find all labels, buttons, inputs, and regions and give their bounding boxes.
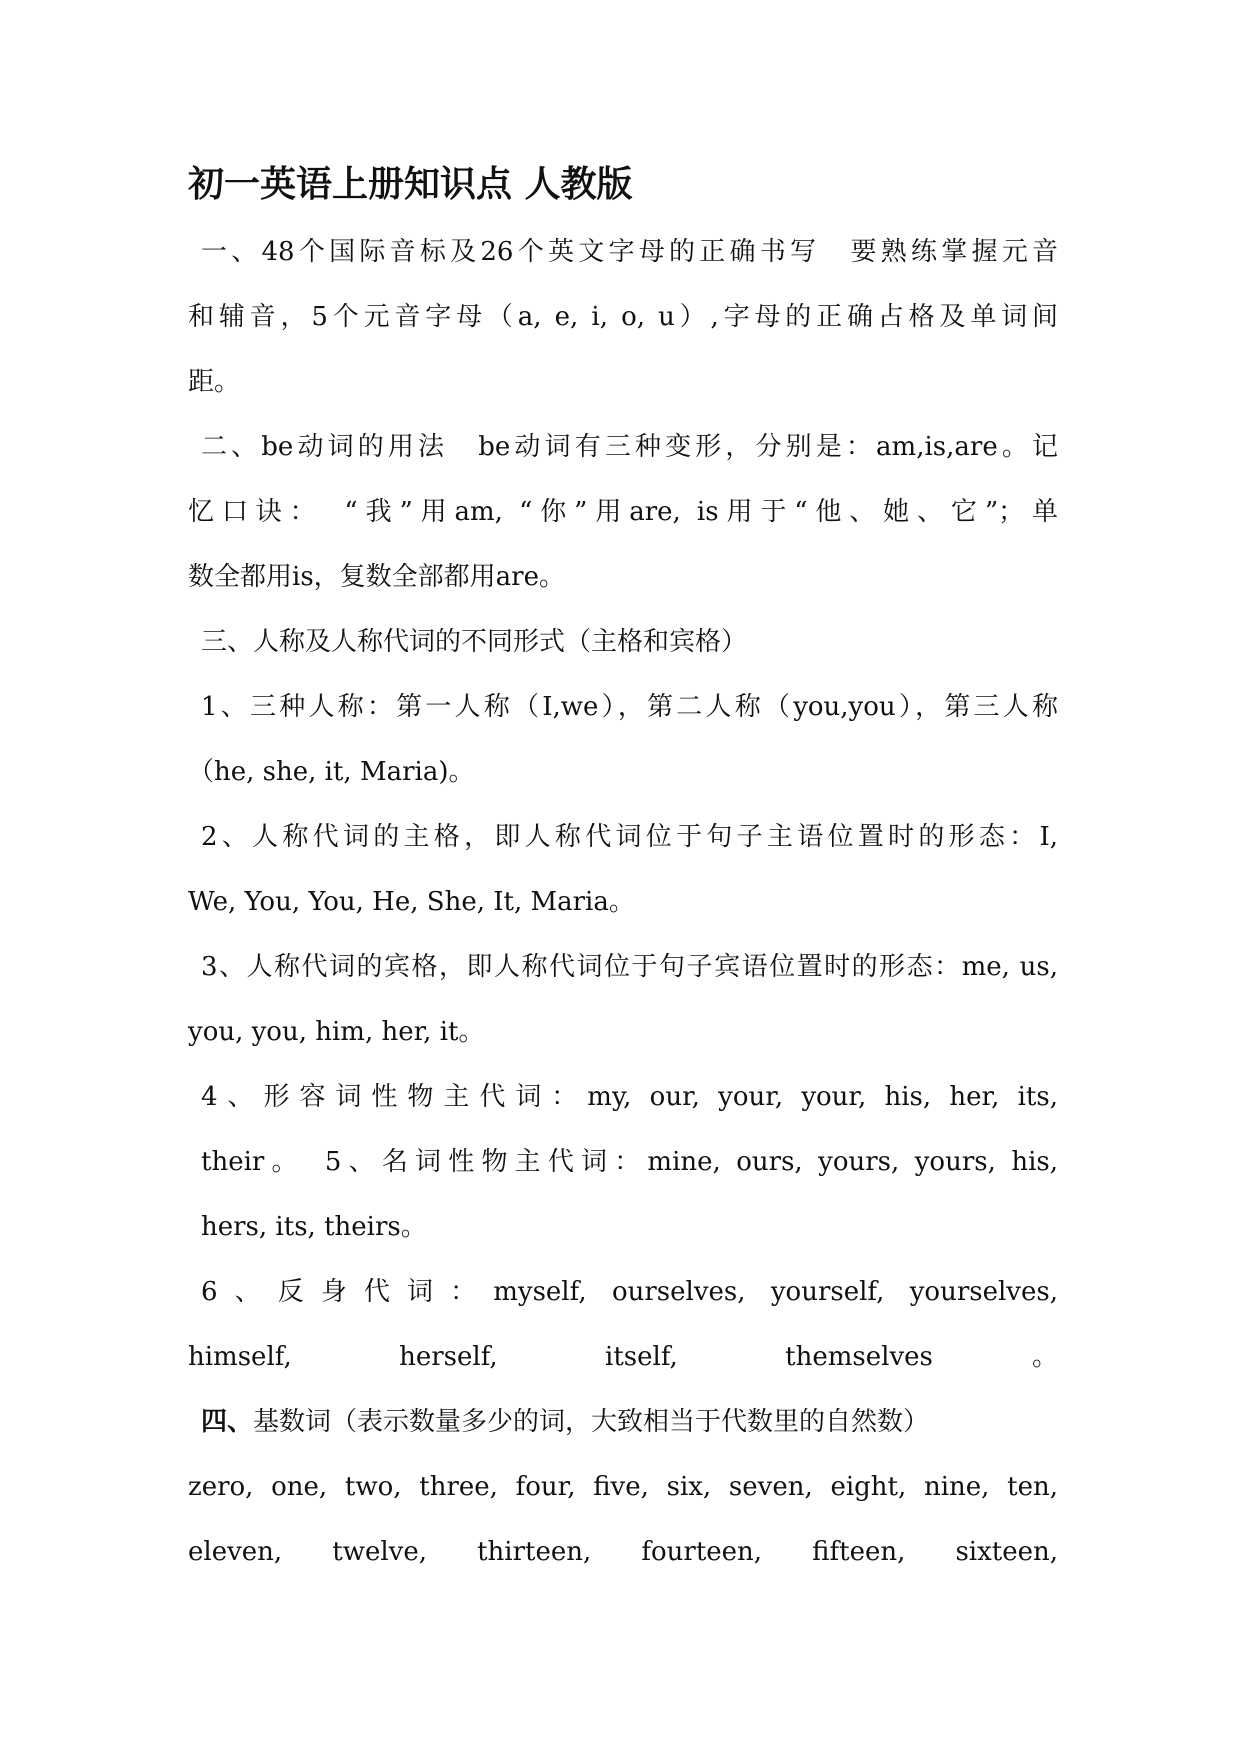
section-heading: 基数词（表示数量多少的词，大致相当于代数里的自然数） xyxy=(253,1407,930,1437)
text-line: 1、三种人称：第一人称（I,we），第二人称（you,you），第三人称 xyxy=(201,692,1058,722)
text-line: you, you, him, her, it。 xyxy=(188,1017,485,1047)
text-line: eleven, twelve, thirteen, fourteen, fifteen, sixteen, xyxy=(188,1537,1058,1567)
text-line: 4、形容词性物主代词：my, our, your, your, his, her, its, xyxy=(201,1082,1058,1112)
text-line: 距。 xyxy=(188,367,241,397)
text-line: zero, one, two, three, four, five, six, seven, eight, nine, ten, xyxy=(188,1472,1058,1502)
text-line xyxy=(188,1390,1058,1455)
document-title: 初一英语上册知识点 人教版 xyxy=(188,164,633,205)
section-number: 四、 xyxy=(201,1407,254,1437)
document-page xyxy=(188,150,1058,1585)
text-line: （he, she, it, Maria)。 xyxy=(188,757,475,787)
text-line: 三、人称及人称代词的不同形式（主格和宾格） xyxy=(201,627,748,657)
text-line: their。 5、名词性物主代词：mine, ours, yours, yours, his, xyxy=(201,1147,1058,1177)
text-line: hers, its, theirs。 xyxy=(201,1212,427,1242)
text-line: 一、48个国际音标及26个英文字母的正确书写 要熟练掌握元音 xyxy=(201,237,1058,267)
text-line: 数全都用is，复数全部都用are。 xyxy=(188,562,565,592)
text-line: himself, herself, itself, themselves。 xyxy=(188,1342,1058,1372)
text-line: 3、人称代词的宾格，即人称代词位于句子宾语位置时的形态：me, us, xyxy=(201,952,1058,982)
text-line: 和辅音，5个元音字母（a, e, i, o, u）,字母的正确占格及单词间 xyxy=(188,302,1058,332)
text-line: 6、反身代词：myself, ourselves, yourself, yourselves, xyxy=(201,1277,1058,1307)
text-line: We, You, You, He, She, It, Maria。 xyxy=(188,887,635,917)
text-line: 忆口诀： “我”用am, “你”用are, is用于“他、她、它”；单 xyxy=(188,497,1058,527)
text-line: 2、人称代词的主格，即人称代词位于句子主语位置时的形态：I, xyxy=(201,822,1058,852)
text-line: 二、be动词的用法 be动词有三种变形，分别是：am,is,are。记 xyxy=(201,432,1058,462)
